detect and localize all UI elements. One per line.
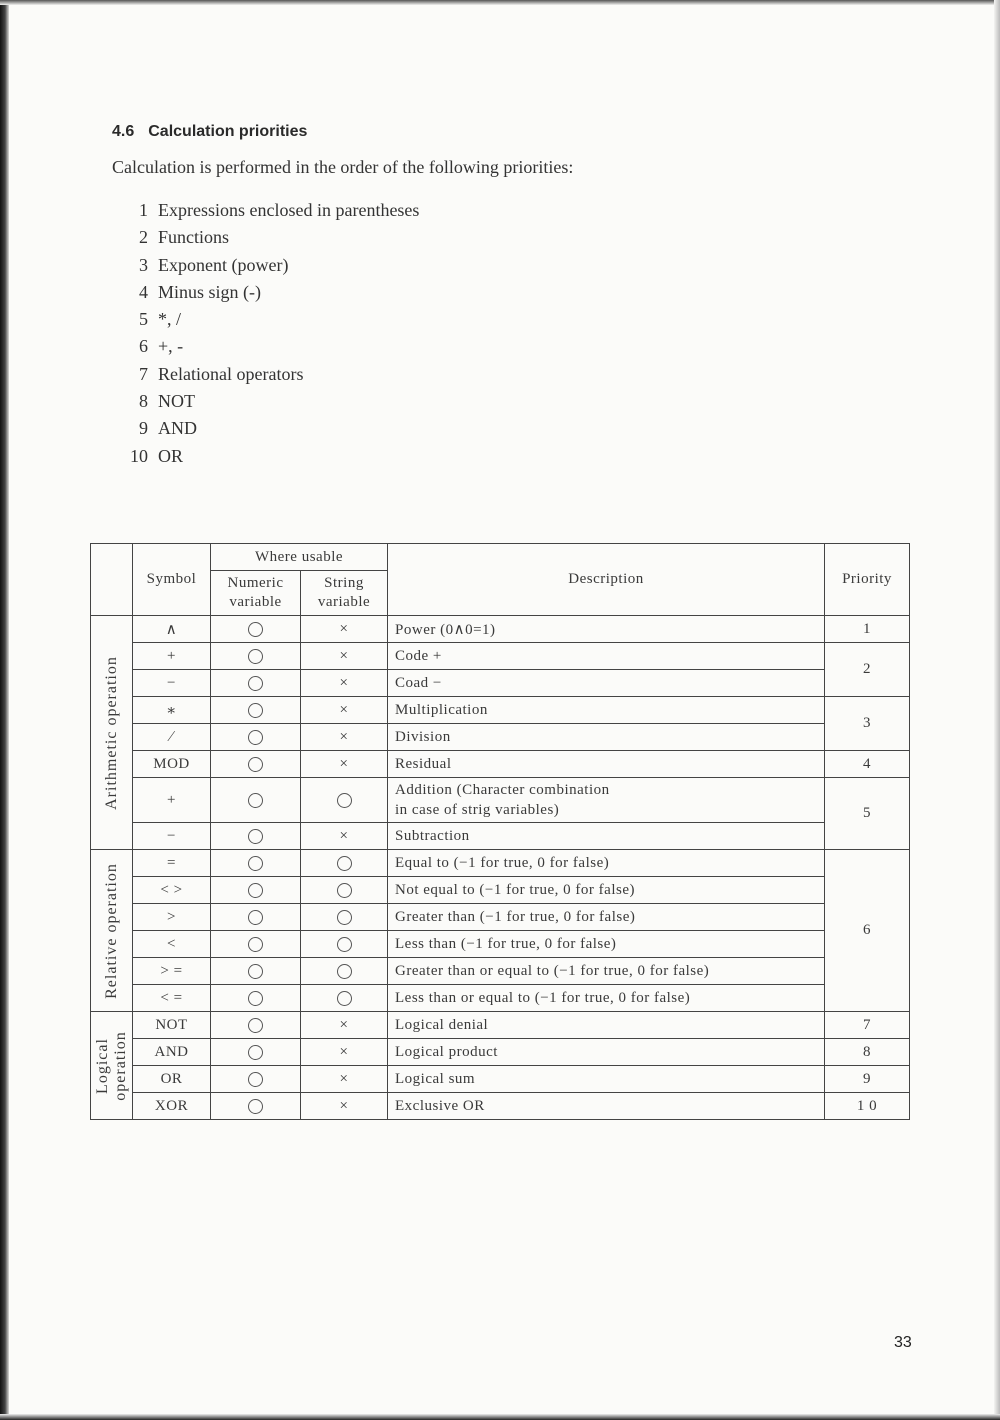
priority-cell: 8	[825, 1039, 910, 1066]
header-numeric-variable	[211, 571, 301, 616]
description-cell: Multiplication	[388, 697, 825, 724]
string-mark	[301, 904, 388, 931]
symbol-cell: ∕	[133, 724, 211, 751]
numeric-mark	[211, 697, 301, 724]
description-cell: Subtraction	[388, 823, 825, 850]
table-row	[91, 643, 910, 670]
cross-mark-icon: ×	[339, 827, 349, 844]
header-priority: Priority	[825, 544, 910, 616]
priority-list-item	[110, 446, 510, 473]
string-mark	[301, 643, 388, 670]
priority-cell: 1 0	[825, 1093, 910, 1120]
string-mark	[301, 877, 388, 904]
table-row	[91, 850, 910, 877]
description-cell: Power (0∧0=1)	[388, 616, 825, 643]
header-corner	[91, 544, 133, 616]
priority-cell: 3	[825, 697, 910, 751]
table-row	[91, 616, 910, 643]
table-row	[91, 670, 910, 697]
item-text: +, -	[158, 336, 184, 357]
numeric-mark	[211, 958, 301, 985]
string-mark	[301, 931, 388, 958]
scan-edge-left	[0, 0, 9, 1420]
item-number: 1	[139, 200, 148, 220]
circle-mark-icon	[248, 1045, 263, 1060]
symbol-cell: NOT	[133, 1012, 211, 1039]
description-cell: Equal to (−1 for true, 0 for false)	[388, 850, 825, 877]
item-text: Minus sign (-)	[158, 281, 261, 302]
item-number: 4	[139, 281, 148, 302]
symbol-cell: OR	[133, 1066, 211, 1093]
item-text: Relational operators	[158, 363, 304, 384]
section-heading	[112, 123, 307, 141]
item-number: 5	[139, 309, 148, 330]
priority-cell: 5	[825, 778, 910, 850]
priority-list-item	[110, 227, 510, 254]
item-number: 6	[139, 336, 148, 357]
operator-table	[90, 543, 910, 1120]
item-number: 10	[130, 445, 148, 466]
description-cell: Residual	[388, 751, 825, 778]
table-row	[91, 1093, 910, 1120]
table-row	[91, 1066, 910, 1093]
header-numeric-line: Numeric	[227, 575, 284, 591]
numeric-mark	[211, 643, 301, 670]
circle-mark-icon	[248, 937, 263, 952]
circle-mark-icon	[248, 757, 263, 772]
description-cell: Logical product	[388, 1039, 825, 1066]
circle-mark-icon	[248, 883, 263, 898]
circle-mark-icon	[248, 730, 263, 745]
symbol-cell: ∗	[133, 697, 211, 724]
numeric-mark	[211, 1012, 301, 1039]
symbol-cell: +	[133, 643, 211, 670]
symbol-cell: AND	[133, 1039, 211, 1066]
circle-mark-icon	[337, 856, 352, 871]
numeric-mark	[211, 931, 301, 958]
circle-mark-icon	[248, 991, 263, 1006]
string-mark	[301, 985, 388, 1012]
cross-mark-icon: ×	[339, 701, 349, 718]
description-cell: Greater than or equal to (−1 for true, 0 for false)	[388, 958, 825, 985]
table-row	[91, 985, 910, 1012]
numeric-mark	[211, 751, 301, 778]
group-label: Arithmetic operation	[102, 655, 120, 810]
table-row	[91, 877, 910, 904]
circle-mark-icon	[248, 856, 263, 871]
page-number: 33	[894, 1334, 912, 1351]
circle-mark-icon	[337, 991, 352, 1006]
circle-mark-icon	[248, 1072, 263, 1087]
table-row	[91, 823, 910, 850]
cross-mark-icon: ×	[339, 620, 349, 637]
circle-mark-icon	[248, 649, 263, 664]
circle-mark-icon	[337, 964, 352, 979]
numeric-mark	[211, 1039, 301, 1066]
symbol-cell: XOR	[133, 1093, 211, 1120]
numeric-mark	[211, 985, 301, 1012]
numeric-mark	[211, 670, 301, 697]
description-cell: Code +	[388, 643, 825, 670]
string-mark	[301, 850, 388, 877]
description-cell: Greater than (−1 for true, 0 for false)	[388, 904, 825, 931]
description-line: Addition (Character combination	[395, 782, 610, 798]
numeric-mark	[211, 904, 301, 931]
circle-mark-icon	[248, 829, 263, 844]
numeric-mark	[211, 850, 301, 877]
priority-list-item	[110, 364, 510, 391]
header-numeric-line: variable	[229, 594, 282, 610]
description-cell: Less than or equal to (−1 for true, 0 for false)	[388, 985, 825, 1012]
group-label-line: Logical	[93, 1037, 111, 1094]
group-arithmetic	[91, 616, 133, 850]
string-mark	[301, 697, 388, 724]
numeric-mark	[211, 616, 301, 643]
cross-mark-icon: ×	[339, 1070, 349, 1087]
group-label-line: operation	[111, 1030, 129, 1101]
description-cell	[388, 778, 825, 823]
description-cell: Division	[388, 724, 825, 751]
header-row	[91, 544, 910, 571]
symbol-cell: MOD	[133, 751, 211, 778]
description-cell: Logical sum	[388, 1066, 825, 1093]
priority-cell: 7	[825, 1012, 910, 1039]
string-mark	[301, 1093, 388, 1120]
string-mark	[301, 724, 388, 751]
table-row	[91, 778, 910, 823]
header-string-line: variable	[317, 594, 371, 610]
priority-list-item	[110, 282, 510, 309]
header-string-variable	[301, 571, 388, 616]
symbol-cell: ∧	[133, 616, 211, 643]
item-number: 9	[139, 418, 148, 439]
symbol-cell: −	[133, 823, 211, 850]
symbol-cell: =	[133, 850, 211, 877]
table-row	[91, 904, 910, 931]
symbol-cell: < >	[133, 877, 211, 904]
group-relative	[91, 850, 133, 1012]
item-text: Expressions enclosed in parentheses	[158, 200, 420, 220]
symbol-cell: −	[133, 670, 211, 697]
item-number: 2	[139, 227, 148, 248]
table-row	[91, 751, 910, 778]
section-title: Calculation priorities	[148, 123, 308, 140]
circle-mark-icon	[248, 622, 263, 637]
numeric-mark	[211, 877, 301, 904]
priority-list-item	[110, 336, 510, 363]
numeric-mark	[211, 1093, 301, 1120]
table-row	[91, 1039, 910, 1066]
cross-mark-icon: ×	[339, 1043, 349, 1060]
circle-mark-icon	[248, 910, 263, 925]
description-cell: Exclusive OR	[388, 1093, 825, 1120]
priority-cell: 1	[825, 616, 910, 643]
table-row	[91, 1012, 910, 1039]
cross-mark-icon: ×	[339, 1097, 349, 1114]
circle-mark-icon	[248, 793, 263, 808]
priority-list-item	[110, 309, 510, 336]
group-label	[94, 1031, 130, 1100]
scan-edge-right	[994, 0, 1000, 1420]
numeric-mark	[211, 778, 301, 823]
header-symbol: Symbol	[133, 544, 211, 616]
symbol-cell: +	[133, 778, 211, 823]
item-number: 8	[139, 391, 148, 412]
item-text: Exponent (power)	[158, 254, 289, 275]
symbol-cell: > =	[133, 958, 211, 985]
group-logical	[91, 1012, 133, 1120]
description-cell: Coad −	[388, 670, 825, 697]
cross-mark-icon: ×	[339, 1016, 349, 1033]
string-mark	[301, 1039, 388, 1066]
scan-edge-top	[0, 0, 1000, 5]
circle-mark-icon	[337, 883, 352, 898]
numeric-mark	[211, 1066, 301, 1093]
string-mark	[301, 670, 388, 697]
circle-mark-icon	[337, 937, 352, 952]
priority-list-item	[110, 200, 510, 227]
item-number: 7	[139, 363, 148, 384]
circle-mark-icon	[248, 964, 263, 979]
circle-mark-icon	[248, 1018, 263, 1033]
circle-mark-icon	[248, 676, 263, 691]
section-number: 4.6	[112, 123, 135, 140]
group-label: Relative operation	[102, 862, 120, 999]
description-cell: Not equal to (−1 for true, 0 for false)	[388, 877, 825, 904]
priority-cell: 4	[825, 751, 910, 778]
table-row	[91, 697, 910, 724]
table-row	[91, 958, 910, 985]
item-text: *, /	[158, 309, 182, 330]
priority-cell: 6	[825, 850, 910, 1012]
scan-edge-bottom	[0, 1414, 1000, 1420]
header-string-line: String	[324, 575, 364, 591]
item-text: AND	[158, 418, 197, 439]
intro-text: Calculation is performed in the order of the following priorities:	[112, 157, 574, 177]
item-text: Functions	[158, 227, 230, 248]
cross-mark-icon: ×	[339, 674, 349, 691]
circle-mark-icon	[248, 703, 263, 718]
numeric-mark	[211, 823, 301, 850]
priority-cell: 2	[825, 643, 910, 697]
item-text: OR	[158, 445, 184, 466]
priority-cell: 9	[825, 1066, 910, 1093]
symbol-cell: < =	[133, 985, 211, 1012]
description-cell: Less than (−1 for true, 0 for false)	[388, 931, 825, 958]
string-mark	[301, 1066, 388, 1093]
table-row	[91, 931, 910, 958]
symbol-cell: >	[133, 904, 211, 931]
priority-list	[110, 200, 510, 473]
header-description: Description	[388, 544, 825, 616]
symbol-cell: <	[133, 931, 211, 958]
description-line: in case of strig variables)	[395, 802, 560, 818]
item-number: 3	[139, 254, 148, 275]
description-cell: Logical denial	[388, 1012, 825, 1039]
priority-list-item	[110, 391, 510, 418]
circle-mark-icon	[248, 1099, 263, 1114]
string-mark	[301, 778, 388, 823]
header-where-usable: Where usable	[211, 544, 388, 571]
string-mark	[301, 1012, 388, 1039]
table-row	[91, 724, 910, 751]
priority-list-item	[110, 255, 510, 282]
priority-list-item	[110, 418, 510, 445]
circle-mark-icon	[337, 793, 352, 808]
string-mark	[301, 958, 388, 985]
cross-mark-icon: ×	[339, 755, 349, 772]
string-mark	[301, 823, 388, 850]
cross-mark-icon: ×	[339, 728, 349, 745]
string-mark	[301, 616, 388, 643]
numeric-mark	[211, 724, 301, 751]
item-text: NOT	[158, 391, 195, 412]
cross-mark-icon: ×	[339, 647, 349, 664]
string-mark	[301, 751, 388, 778]
circle-mark-icon	[337, 910, 352, 925]
